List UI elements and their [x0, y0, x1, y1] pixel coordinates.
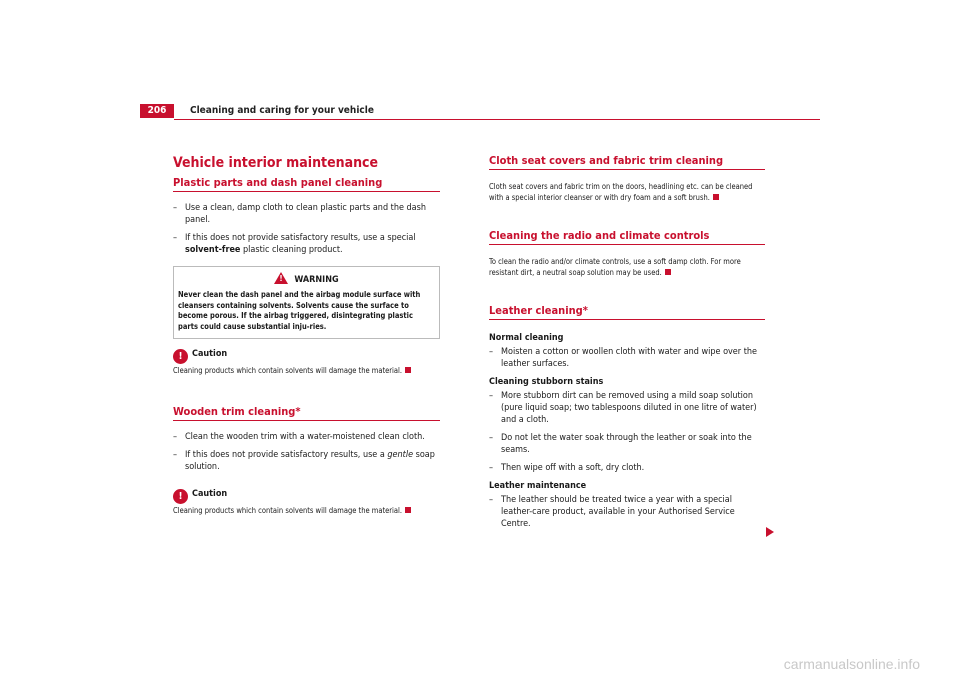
caution-heading-2: ! Caution [173, 487, 440, 504]
right-column [489, 150, 765, 536]
leather-heading: Leather cleaning* [489, 304, 765, 320]
cloth-heading: Cloth seat covers and fabric trim cleaning [489, 154, 765, 170]
caution-exclamation-icon: ! [173, 489, 188, 504]
header-rule [174, 119, 820, 120]
stubborn-step-1: – More stubborn dirt can be removed using a mild soap solution (pure liquid soap; two tablespoons diluted in one litre of water) and a cloth. [489, 391, 757, 425]
continue-arrow-icon [766, 527, 774, 537]
caution-heading: ! Caution [173, 347, 440, 364]
radio-heading: Cleaning the radio and climate controls [489, 229, 765, 245]
stubborn-step-3: – Then wipe off with a soft, dry cloth. [489, 463, 645, 473]
maintenance-step: – The leather should be treated twice a year with a special leather-care product, available in your Authorised Service Centre. [489, 495, 735, 529]
radio-text: To clean the radio and/or climate controls, use a soft damp cloth. For more resistant dirt, a neutral soap solution may be used. [489, 257, 741, 277]
running-header: Cleaning and caring for your vehicle [190, 105, 374, 116]
watermark: carmanualsonline.info [783, 656, 920, 672]
caution-exclamation-icon: ! [173, 349, 188, 364]
stubborn-step-2: – Do not let the water soak through the leather or soak into the seams. [489, 433, 752, 455]
plastic-heading: Plastic parts and dash panel cleaning [173, 176, 440, 192]
warning-text: Never clean the dash panel and the airbag module surface with cleansers containing solvents. Solvents cause the surface to become porous. If the airbag triggered, disintegrating plastic parts could cause substantial inju-ries. [178, 290, 421, 331]
normal-cleaning-step: – Moisten a cotton or woollen cloth with water and wipe over the leather surfaces. [489, 347, 757, 369]
cloth-text: Cloth seat covers and fabric trim on the doors, headlining etc. can be cleaned with a special interior cleanser or with dry foam and a soft brush. [489, 182, 753, 202]
page-number: 206 [140, 104, 174, 118]
wooden-step-1: – Clean the wooden trim with a water-moistened clean cloth. [173, 431, 425, 442]
warning-box [173, 266, 440, 339]
left-column [173, 150, 440, 516]
section-end-icon [665, 269, 671, 275]
caution-text-2: Cleaning products which contain solvents will damage the material. [173, 506, 440, 517]
wooden-heading: Wooden trim cleaning* [173, 405, 440, 421]
main-heading: Vehicle interior maintenance [173, 155, 379, 171]
warning-triangle-icon: ! [274, 272, 288, 284]
section-end-icon [405, 367, 411, 373]
stubborn-heading: Cleaning stubborn stains [489, 377, 604, 387]
normal-cleaning-heading: Normal cleaning [489, 333, 564, 343]
warning-heading: ! WARNING [178, 272, 435, 286]
maintenance-heading: Leather maintenance [489, 481, 587, 491]
section-end-icon [405, 507, 411, 513]
plastic-step-2: – If this does not provide satisfactory results, use a special solvent-free plastic cleaning product. [173, 233, 416, 255]
caution-text: Cleaning products which contain solvents will damage the material. [173, 366, 440, 377]
section-end-icon [713, 194, 719, 200]
wooden-step-2: – If this does not provide satisfactory results, use a gentle soap solution. [173, 449, 435, 472]
plastic-step-1: – Use a clean, damp cloth to clean plastic parts and the dash panel. [173, 203, 426, 225]
